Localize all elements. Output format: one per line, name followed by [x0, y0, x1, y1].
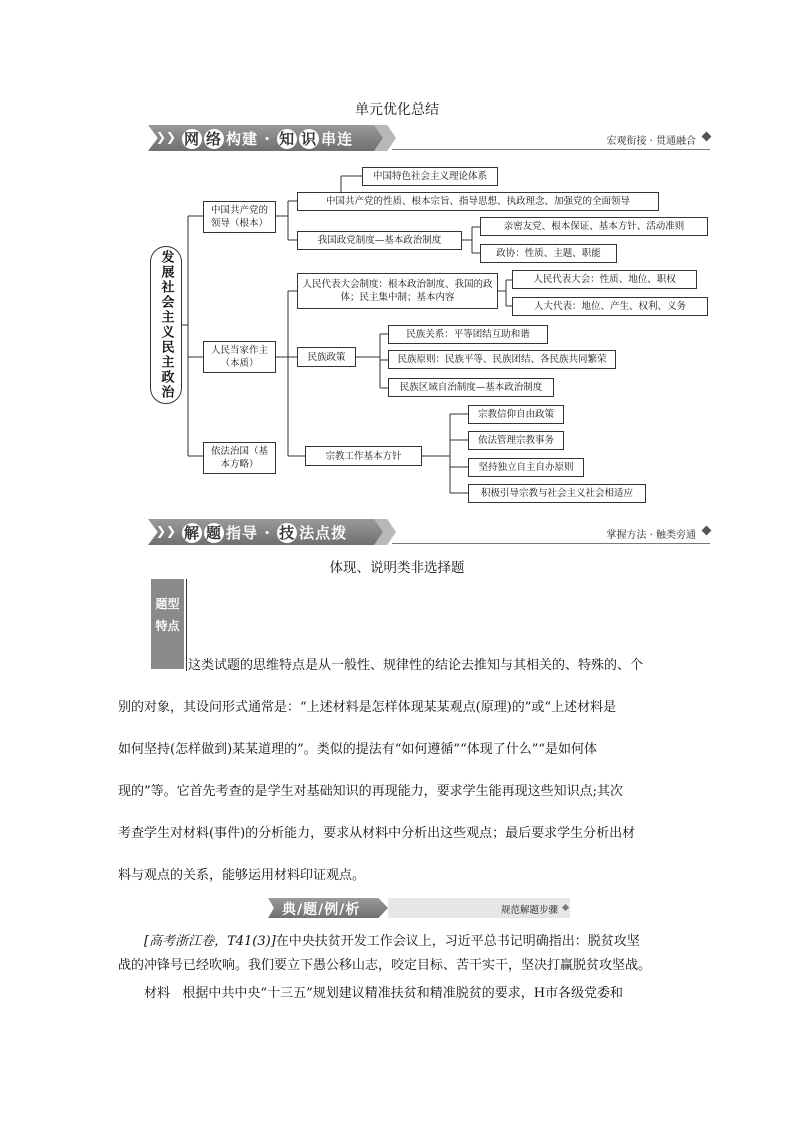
node-religion: 宗教工作基本方针 — [305, 446, 422, 466]
node-religion-1: 宗教信仰自由政策 — [468, 405, 564, 424]
node-party-system: 我国政党制度—基本政治制度 — [297, 231, 462, 250]
section-subtitle: 掌握方法 · 触类旁通 — [606, 530, 696, 541]
page-title: 单元优化总结 — [355, 102, 439, 118]
branch-people: 人民当家作主（本质） — [203, 341, 276, 373]
node-religion-4: 积极引导宗教与社会主义社会相适应 — [468, 484, 646, 503]
node-religion-3: 坚持独立自主自办原则 — [468, 458, 584, 477]
question-type-title: 体现、说明类非选择题 — [329, 560, 465, 576]
chevron-icon: ❯❯ — [156, 130, 177, 144]
chevron-icon: ❯❯ — [156, 524, 177, 538]
branch-law: 依法治国（基本方略） — [203, 442, 276, 474]
node-cooperation: 亲密友党、根本保证、基本方针、活动准则 — [480, 217, 708, 236]
feature-paragraph: 这类试题的思维特点是从一般性、规律性的结论去推知与其相关的、特殊的、个 别的对象，其设问形式通常是：“上述材料是怎样体现某某观点(原理)的”或“上述材料是 如何坚持(怎样做到)某某道理的”。类似的提法有“如何遵循”“体现了什么”“是如何体 现的”等。它首先考查的是学生对基础知识的再现能力，要求学生能再现这些知识点;其次 考查学生对材料(事件)的分析能力，要求从材料中分析出这些观点；最后要求学生分析出材 料与观点的关系，能够运用材料印证观点。 — [118, 658, 644, 883]
node-ethnic-policy: 民族政策 — [297, 347, 356, 367]
mindmap-connectors — [0, 0, 794, 520]
node-npc: 人民代表大会：性质、地位、职权 — [512, 270, 697, 289]
node-religion-2: 依法管理宗教事务 — [468, 431, 564, 450]
feature-tag: 题型 特点 — [151, 579, 184, 669]
node-regional-autonomy: 民族区域自治制度—基本政治制度 — [388, 378, 554, 397]
section-title: 网 络 构建 · 知 识 串连 — [183, 130, 354, 148]
section-title: 解 题 指导 · 技 法点拨 — [183, 524, 348, 542]
section-subtitle: 宏观衔接 · 贯通融合 — [606, 136, 696, 147]
example-subtitle: 规范解题步骤 — [500, 905, 558, 916]
example-title: 典/题/例/析 — [282, 902, 361, 918]
node-congress-system: 人民代表大会制度：根本政治制度、我国的政体；民主集中制；基本内容 — [297, 273, 498, 309]
node-deputies: 人大代表：地位、产生、权利、义务 — [512, 297, 708, 316]
section-banner-method — [148, 518, 710, 546]
branch-party: 中国共产党的领导（根本） — [203, 201, 276, 233]
node-theory: 中国特色社会主义理论体系 — [362, 167, 498, 186]
example-banner — [268, 898, 570, 918]
mindmap-root: 发展社会主义民主政治 — [150, 246, 182, 404]
question-text: [高考浙江卷，T41(3)]在中央扶贫开发工作会议上，习近平总书记明确指出：脱贫攻坚 战的冲锋号已经吹响。我们要立下愚公移山志，咬定目标、苦干实干，坚决打赢脱贫攻坚战。 材料 根据中共中央“十三五”规划建议精准扶贫和精准脱贫的要求，H市各级党委和 — [118, 934, 652, 1001]
node-ethnic-relation: 民族关系：平等团结互助和谐 — [388, 325, 548, 344]
diamond-icon — [702, 526, 712, 536]
node-nature: 中国共产党的性质、根本宗旨、指导思想、执政理念、加强党的全面领导 — [297, 192, 659, 211]
node-cppcc: 政协：性质、主题、职能 — [480, 244, 617, 263]
node-ethnic-principle: 民族原则：民族平等、民族团结、各民族共同繁荣 — [388, 350, 616, 369]
